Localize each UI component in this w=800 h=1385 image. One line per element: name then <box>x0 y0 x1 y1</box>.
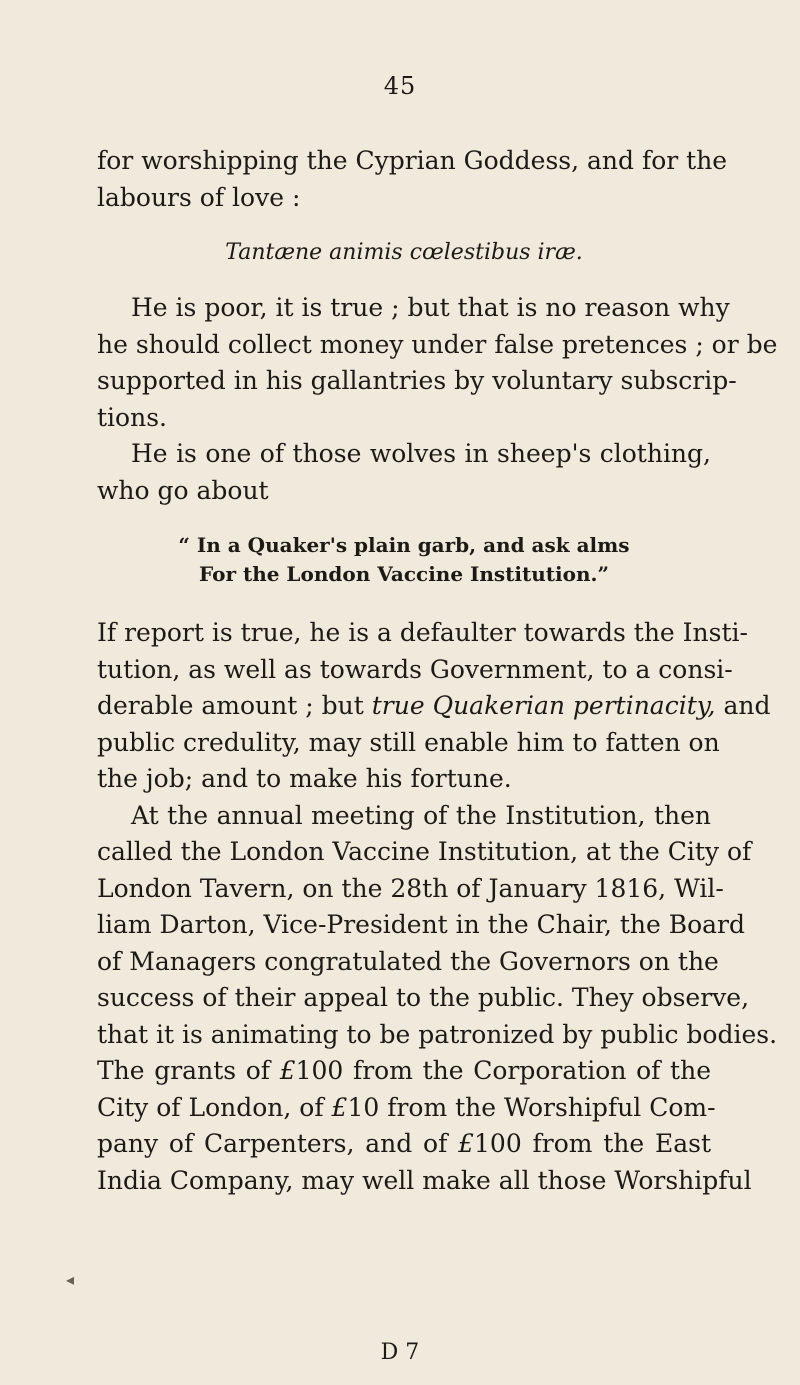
text-line: he should collect money under false pretences ; or be <box>97 329 778 359</box>
text-line: success of their appeal to the public. They observe, <box>97 983 750 1012</box>
text-line: the job; and to make his fortune. <box>97 764 512 793</box>
text-segment: derable amount ; but <box>97 691 372 720</box>
text-segment: pany of Carpenters, and of <box>97 1129 459 1158</box>
body-text <box>97 143 778 1199</box>
text-line: of Managers congratulated the Governors on the <box>97 946 719 976</box>
text-line: liam Darton, Vice-President in the Chair, the Board <box>97 910 746 939</box>
text-segment: 100 from the East <box>474 1129 712 1158</box>
text-line: public credulity, may still enable him to fatten on <box>97 727 720 757</box>
text-line: tions. <box>97 402 167 432</box>
text-segment: The grants of <box>97 1056 280 1085</box>
italic-phrase: true Quakerian pertinacity, <box>371 691 716 720</box>
text-line: tution, as well as towards Government, to a consi- <box>97 654 733 684</box>
text-line: He is poor, it is true ; but that is no reason why <box>131 293 730 322</box>
text-line <box>97 1126 711 1163</box>
text-segment: 10 from the Worshipful Com- <box>347 1092 716 1122</box>
text-line: called the London Vaccine Institution, at the City of <box>97 837 752 866</box>
verse-line: “ In a Quaker's plain garb, and ask alms <box>178 533 630 557</box>
text-line: who go about <box>97 475 269 505</box>
latin-quote: Tantæne animis cœlestibus iræ. <box>225 240 583 265</box>
text-line: He is one of those wolves in sheep's clothing, <box>131 439 711 468</box>
margin-mark-icon: ◂ <box>66 1270 75 1289</box>
pound-sign: £ <box>458 1129 475 1158</box>
text-line <box>97 1053 711 1090</box>
text-segment: City of London, of <box>97 1092 332 1122</box>
text-line: India Company, may well make all those Worshipful <box>97 1165 752 1195</box>
text-line <box>97 1090 716 1127</box>
text-line: labours of love : <box>97 182 301 212</box>
text-line: If report is true, he is a defaulter towards the Insti- <box>97 618 748 647</box>
text-segment: 100 from the Corporation of the <box>295 1056 711 1085</box>
text-line: that it is animating to be patronized by public bodies. <box>97 1019 778 1049</box>
signature-mark: D 7 <box>380 1340 420 1365</box>
text-line: for worshipping the Cyprian Goddess, and for the <box>97 146 728 175</box>
pound-sign: £ <box>279 1056 296 1085</box>
text-segment: and <box>715 691 771 720</box>
text-line: London Tavern, on the 28th of January 1816, Wil- <box>97 873 724 903</box>
page-number: 45 <box>383 72 417 100</box>
text-line: At the annual meeting of the Institution, then <box>131 800 711 830</box>
verse-line: For the London Vaccine Institution.” <box>199 562 609 586</box>
text-line: supported in his gallantries by voluntary subscrip- <box>97 366 737 395</box>
text-line <box>97 688 771 725</box>
pound-sign: £ <box>331 1092 348 1122</box>
